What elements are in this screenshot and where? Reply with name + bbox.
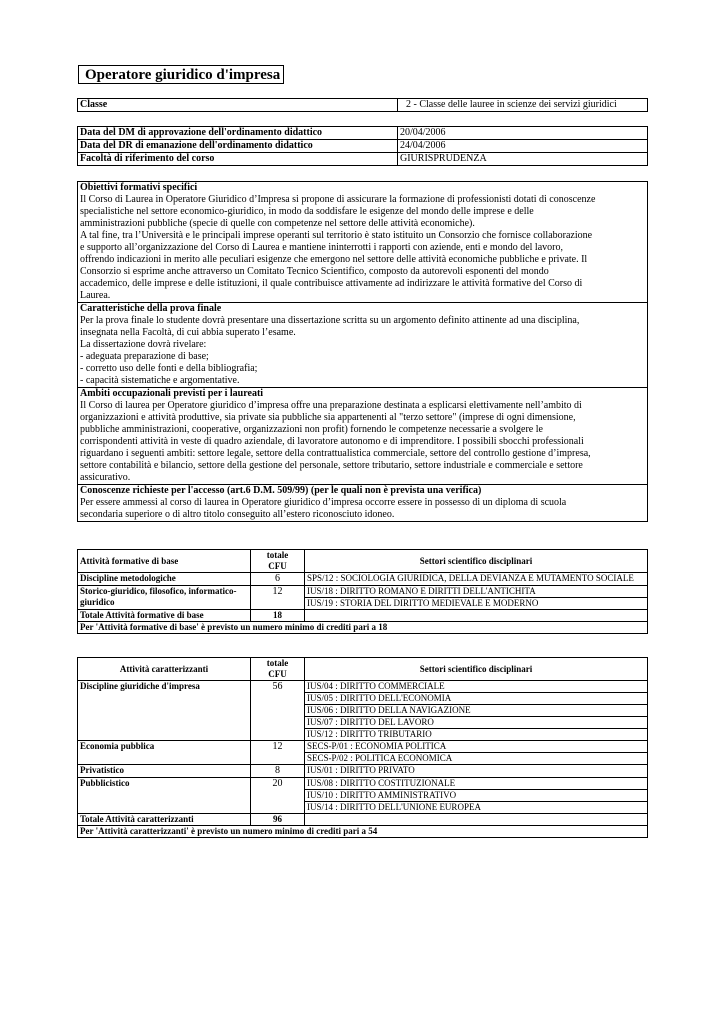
car-row-sector: IUS/01 : DIRITTO PRIVATO	[305, 765, 648, 778]
car-row-cfu: 12	[251, 741, 305, 765]
base-row-sector: IUS/19 : STORIA DEL DIRITTO MEDIEVALE E MODERNO	[305, 598, 648, 610]
section-line: e supporto all’organizzazione del Corso di Laurea e mantiene ininterrotti i rapporti con aziende, enti e mondo del lavoro,	[80, 242, 563, 253]
dr-date-value: 24/04/2006	[398, 140, 648, 153]
car-row-name: Economia pubblica	[78, 741, 251, 765]
car-row-sector: SECS-P/01 : ECONOMIA POLITICA	[305, 741, 648, 753]
section-line: A tal fine, tra l’Università e le principali imprese operanti sul territorio è stato istituito un Consorzio che fornisce collaborazione	[80, 230, 593, 241]
base-row-cfu: 6	[251, 573, 305, 586]
car-row-name: Privatistico	[78, 765, 251, 778]
car-row-sector: IUS/04 : DIRITTO COMMERCIALE	[305, 681, 648, 693]
section-line: riguardano i seguenti ambiti: settore legale, settore della contrattualistica commerciale, settore del controllo gestione d’impresa,	[80, 448, 591, 459]
car-header-cfu-line2: CFU	[268, 669, 287, 679]
career-section	[78, 388, 648, 485]
base-total-value: 18	[251, 610, 305, 622]
section-line: Laurea.	[80, 290, 111, 301]
section-line: assicurativo.	[80, 472, 131, 483]
base-row-cfu: 12	[251, 586, 305, 610]
dr-date-label: Data del DR di emanazione dell'ordinamento didattico	[78, 140, 398, 153]
car-row-cfu: 20	[251, 778, 305, 814]
classe-label: Classe	[78, 99, 398, 112]
dm-date-label: Data del DM di approvazione dell'ordinamento didattico	[78, 127, 398, 140]
section-line: Per la prova finale lo studente dovrà presentare una dissertazione scritta su un argomento definito attinente ad una disciplina,	[80, 315, 580, 326]
car-row-sector: IUS/08 : DIRITTO COSTITUZIONALE	[305, 778, 648, 790]
base-activities-table	[77, 549, 648, 634]
car-total-empty	[305, 814, 648, 826]
car-header-cfu-line1: totale	[266, 658, 289, 668]
car-row-sector: IUS/12 : DIRITTO TRIBUTARIO	[305, 729, 648, 741]
base-row-sector: IUS/18 : DIRITTO ROMANO E DIRITTI DELL'ANTICHITA	[305, 586, 648, 598]
base-header-cfu	[251, 550, 305, 573]
description-table	[77, 181, 648, 522]
section-line: Per essere ammessi al corso di laurea in Operatore giuridico d’impresa occorre essere in possesso di un diploma di scuola	[80, 497, 567, 508]
faculty-value: GIURISPRUDENZA	[398, 153, 648, 166]
base-total-label: Totale Attività formative di base	[78, 610, 251, 622]
car-row-cfu: 56	[251, 681, 305, 741]
base-header-cfu-line1: totale	[266, 550, 289, 560]
base-header-sectors: Settori scientifico disciplinari	[305, 550, 648, 573]
car-row-sector: IUS/06 : DIRITTO DELLA NAVIGAZIONE	[305, 705, 648, 717]
section-line: Il Corso di Laurea in Operatore Giuridico d’Impresa si propone di assicurare la formazione di professionisti dotati di conoscenze	[80, 194, 596, 205]
base-row-name: Storico-giuridico, filosofico, informatico-giuridico	[78, 586, 251, 610]
car-header-sectors: Settori scientifico disciplinari	[305, 658, 648, 681]
car-total-value: 96	[251, 814, 305, 826]
section-line: secondaria superiore o di altro titolo conseguito all’estero riconosciuto idoneo.	[80, 509, 395, 520]
classe-value: 2 - Classe delle lauree in scienze dei servizi giuridici	[398, 99, 648, 112]
page-title: Operatore giuridico d'impresa	[78, 65, 284, 84]
section-line: settore contabilità e bilancio, settore della gestione del personale, settore tributario, settore industriale e commerciale e settore	[80, 460, 583, 471]
car-row-sector: IUS/10 : DIRITTO AMMINISTRATIVO	[305, 790, 648, 802]
final-exam-section	[78, 303, 648, 388]
admission-section	[78, 485, 648, 522]
car-row-sector: IUS/07 : DIRITTO DEL LAVORO	[305, 717, 648, 729]
base-row-name: Discipline metodologiche	[78, 573, 251, 586]
car-header-activity: Attività caratterizzanti	[78, 658, 251, 681]
section-line: accademico, delle imprese e delle istituzioni, il quale contribuisce attivamente ad indirizzare le attività formative del Corso di	[80, 278, 583, 289]
car-total-label: Totale Attività caratterizzanti	[78, 814, 251, 826]
car-row-cfu: 8	[251, 765, 305, 778]
faculty-label: Facoltà di riferimento del corso	[78, 153, 398, 166]
section-line: La dissertazione dovrà rivelare:	[80, 339, 207, 350]
section-heading: Obiettivi formativi specifici	[80, 182, 198, 193]
car-row-name: Discipline giuridiche d'impresa	[78, 681, 251, 741]
section-line: amministrazioni pubbliche (specie di quelle con competenze nel settore delle attività economiche).	[80, 218, 475, 229]
section-line: - corretto uso delle fonti e della bibliografia;	[80, 363, 258, 374]
base-note: Per 'Attività formative di base' è previsto un numero minimo di crediti pari a 18	[78, 622, 648, 634]
section-line: pubbliche amministrazioni, cooperative, organizzazioni non profit) fornendo le competenze necessarie a svolgere le	[80, 424, 543, 435]
car-header-cfu	[251, 658, 305, 681]
car-row-sector: IUS/14 : DIRITTO DELL'UNIONE EUROPEA	[305, 802, 648, 814]
section-heading: Caratteristiche della prova finale	[80, 303, 222, 314]
car-row-sector: SECS-P/02 : POLITICA ECONOMICA	[305, 753, 648, 765]
base-header-cfu-line2: CFU	[268, 561, 287, 571]
characterizing-activities-table	[77, 657, 648, 838]
section-line: offrendo indicazioni in merito alle peculiari esigenze che emergono nel settore delle attività economiche pubbliche e private. Il	[80, 254, 588, 265]
base-row-sector: SPS/12 : SOCIOLOGIA GIURIDICA, DELLA DEVIANZA E MUTAMENTO SOCIALE	[305, 573, 648, 586]
base-total-empty	[305, 610, 648, 622]
dm-date-value: 20/04/2006	[398, 127, 648, 140]
dates-table	[77, 126, 648, 166]
section-line: - capacità sistematiche e argomentative.	[80, 375, 240, 386]
section-line: Il Corso di laurea per Operatore giuridico d’impresa offre una preparazione destinata a esplicarsi elettivamente nell’ambito di	[80, 400, 582, 411]
section-line: corrispondenti attività in veste di quadro aziendale, di lavoratore autonomo e di imprenditore. I possibili sbocchi professionali	[80, 436, 584, 447]
car-note: Per 'Attività caratterizzanti' è previsto un numero minimo di crediti pari a 54	[78, 826, 648, 838]
section-heading: Ambiti occupazionali previsti per i laureati	[80, 388, 264, 399]
section-line: Consorzio si esprime anche attraverso un Comitato Tecnico Scientifico, composto da autorevoli esponenti del mondo	[80, 266, 549, 277]
objectives-section	[78, 182, 648, 303]
section-line: specialistiche nel settore economico-giuridico, in modo da soddisfare le esigenze del mondo delle imprese e delle	[80, 206, 534, 217]
classe-table	[77, 98, 648, 112]
section-line: - adeguata preparazione di base;	[80, 351, 209, 362]
base-header-activity: Attività formative di base	[78, 550, 251, 573]
car-row-sector: IUS/05 : DIRITTO DELL'ECONOMIA	[305, 693, 648, 705]
section-heading: Conoscenze richieste per l'accesso (art.6 D.M. 509/99) (per le quali non è prevista una verifica)	[80, 485, 482, 496]
section-line: organizzazioni e attività produttive, sia private sia pubbliche sia appartenenti al "terzo settore" (imprese di ogni dimensione,	[80, 412, 576, 423]
section-line: insegnata nella Facoltà, di cui abbia superato l’esame.	[80, 327, 296, 338]
car-row-name: Pubblicistico	[78, 778, 251, 814]
